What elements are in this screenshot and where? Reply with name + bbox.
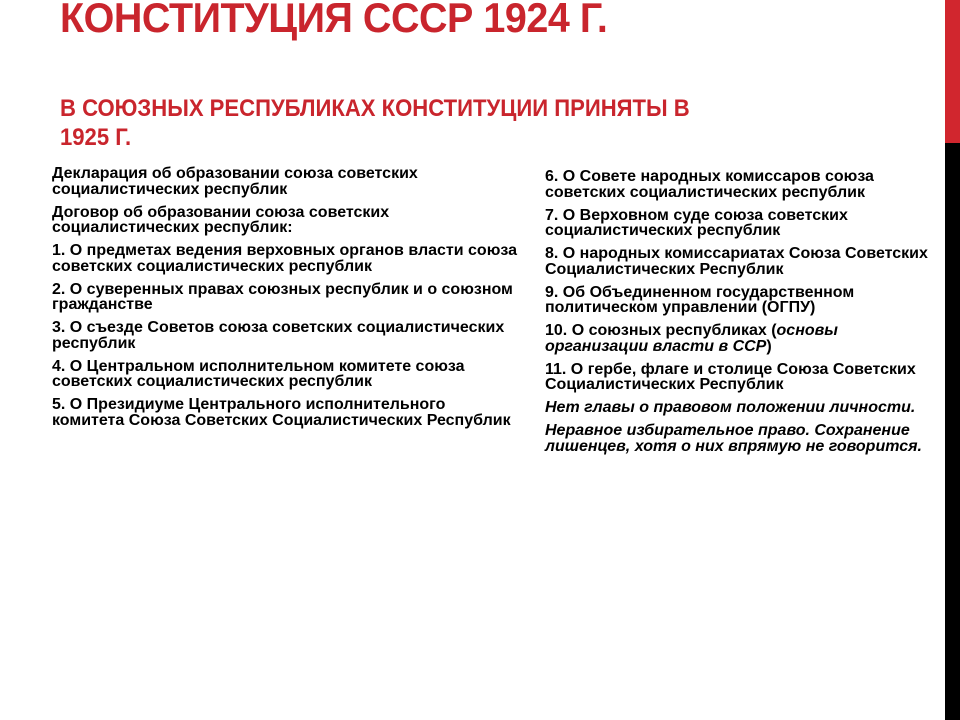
note-no-rights-chapter	[545, 400, 940, 416]
chapter-item-2: 2. О суверенных правах союзных республик и о союзном гражданстве	[52, 280, 513, 313]
accent-stripe-red	[945, 0, 960, 143]
chapter-item-6: 6. О Совете народных комиссаров союза советских социалистических республик	[545, 168, 874, 201]
chapter-item-3: 3. О съезде Советов союза советских социалистических республик	[52, 319, 505, 352]
note-unequal-suffrage	[545, 423, 940, 454]
chapter-10-italic: основы организации власти в ССР	[545, 322, 838, 355]
chapter-item-4: 4. О Центральном исполнительном комитете союза советских социалистических республик	[52, 357, 465, 390]
chapter-item-8: 8. О народных комиссариатах Союза Советских Социалистических Республик	[545, 245, 928, 278]
note-unequal-suffrage-text: Неравное избирательное право. Сохранение лишенцев, хотя о них впрямую не говорится.	[545, 422, 922, 455]
chapter-10-prefix: 10. О союзных республиках (	[545, 322, 777, 339]
right-column	[545, 169, 940, 462]
note-no-rights-text: Нет главы о правовом положении личности.	[545, 399, 916, 416]
chapter-item-5: 5. О Президиуме Центрального исполнительного комитета Союза Советских Социалистических Республик	[52, 396, 511, 429]
chapter-item-11: 11. О гербе, флаге и столице Союза Советских Социалистических Республик	[545, 360, 916, 393]
slide-subtitle: В СОЮЗНЫХ РЕСПУБЛИКАХ КОНСТИТУЦИИ ПРИНЯТЫ В 1925 Г.	[60, 95, 690, 151]
treaty-item: Договор об образовании союза советских социалистических республик:	[52, 203, 390, 236]
slide-title: КОНСТИТУЦИЯ СССР 1924 Г.	[60, 0, 608, 41]
chapter-item-10	[545, 323, 940, 354]
chapter-item-1: 1. О предметах ведения верховных органов власти союза советских социалистических республик	[52, 242, 518, 275]
chapter-item-7: 7. О Верховном суде союза советских социалистических республик	[545, 206, 848, 239]
declaration-item: Декларация об образовании союза советских социалистических республик	[52, 165, 418, 198]
accent-stripe-black	[945, 143, 960, 720]
chapter-10-suffix: )	[766, 337, 772, 355]
chapter-item-9: 9. Об Объединенном государственном политическом управлении (ОГПУ)	[545, 283, 855, 316]
left-column	[52, 166, 522, 436]
